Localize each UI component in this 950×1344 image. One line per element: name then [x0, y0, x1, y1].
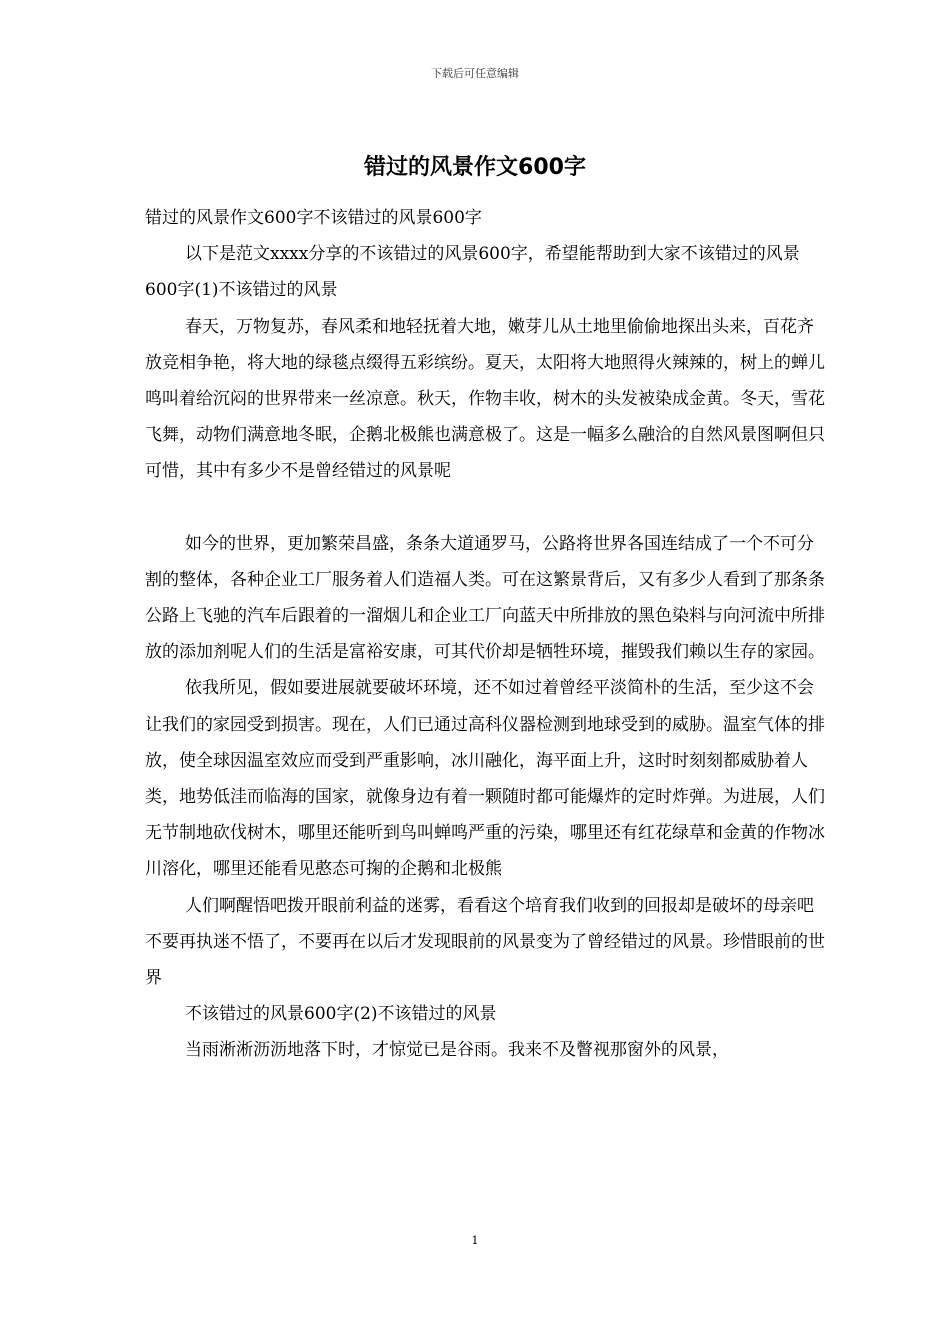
document-title: 错过的风景作文600字 — [364, 155, 586, 180]
opinion-paragraph: 依我所见，假如要进展就要破坏环境，还不如过着曾经平淡简朴的生活，至少这不会让我们的家园受到损害。现在，人们已通过高科仪器检测到地球受到的威胁。温室气体的排放，使全球因温室效应而受到严重影响，冰川融化，海平面上升，这时时刻刻都威胁着人类，地势低洼而临海的国家，就像身边有着一颗随时都可能爆炸的定时炸弹。为进展，人们无节制地砍伐树木，哪里还能听到鸟叫蝉鸣严重的污染，哪里还有红花绿草和金黄的作物冰川溶化，哪里还能看见憨态可掬的企鹅和北极熊 — [145, 678, 825, 880]
subtitle-line: 错过的风景作文600字不该错过的风景600字 — [145, 208, 482, 228]
modern-world-paragraph: 如今的世界，更加繁荣昌盛，条条大道通罗马，公路将世界各国连结成了一个不可分割的整体，各种企业工厂服务着人们造福人类。可在这繁景背后，又有多少人看到了那条条公路上飞驰的汽车后跟着的一溜烟儿和企业工厂向蓝天中所排放的黑色染料与向河流中所排放的添加剂呢人们的生活是富裕安康，可其代价却是牺牲环境，摧毁我们赖以生存的家园。 — [145, 533, 825, 663]
page-header-note: 下载后可任意编辑 — [431, 67, 519, 80]
section-two-paragraph: 当雨淅淅沥沥地落下时，才惊觉已是谷雨。我来不及瞥视那窗外的风景， — [185, 1040, 729, 1061]
seasons-paragraph: 春天，万物复苏，春风柔和地轻抚着大地，嫩芽儿从土地里偷偷地探出头来，百花齐放竞相争艳，将大地的绿毯点缀得五彩缤纷。夏天，太阳将大地照得火辣辣的，树上的蝉儿鸣叫着给沉闷的世界带来一丝凉意。秋天，作物丰收，树木的头发被染成金黄。冬天，雪花飞舞，动物们满意地冬眠，企鹅北极熊也满意极了。这是一幅多么融洽的自然风景图啊但只可惜，其中有多少不是曾经错过的风景呢 — [145, 316, 825, 482]
intro-paragraph: 以下是范文xxxx分享的不该错过的风景600字，希望能帮助到大家不该错过的风景600字(1)不该错过的风景 — [145, 244, 800, 301]
page-number: 1 — [471, 1234, 479, 1247]
section-heading: 不该错过的风景600字(2)不该错过的风景 — [185, 1004, 497, 1025]
document-body — [145, 200, 825, 1069]
paragraph-gap — [145, 490, 825, 526]
appeal-paragraph: 人们啊醒悟吧拨开眼前利益的迷雾，看看这个培育我们收到的回报却是破坏的母亲吧不要再执迷不悟了，不要再在以后才发现眼前的风景变为了曾经错过的风景。珍惜眼前的世界 — [145, 895, 825, 989]
